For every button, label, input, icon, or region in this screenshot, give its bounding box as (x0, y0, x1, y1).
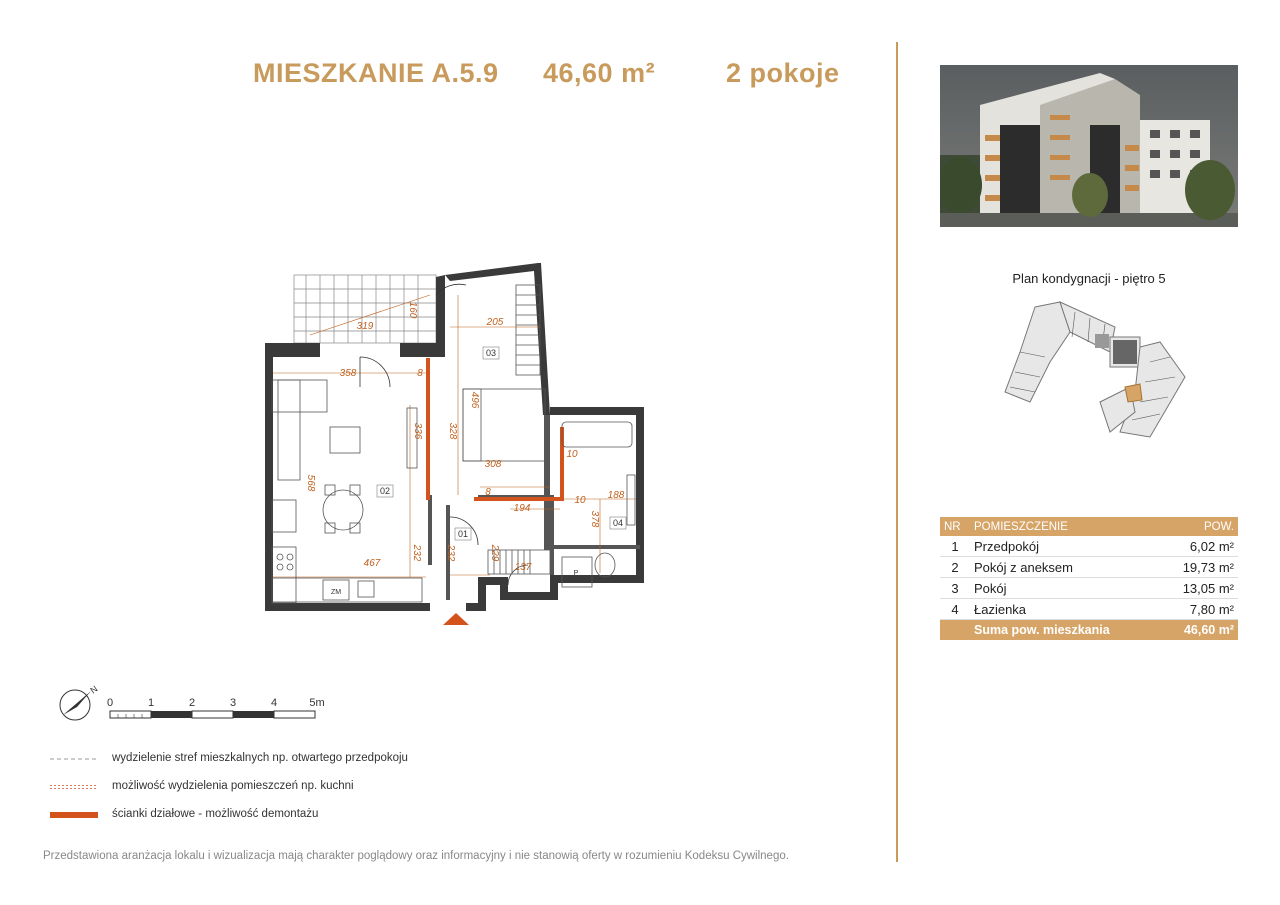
entrance-marker (443, 613, 469, 625)
table-sum-row (940, 620, 1238, 641)
dim-label: 496 (469, 391, 480, 409)
room-label: 02 (379, 486, 391, 496)
dim-label: 205 (486, 317, 504, 328)
dim-label: 188 (607, 490, 625, 501)
dim-label: 194 (513, 503, 531, 514)
page-header (0, 58, 900, 98)
scale-tick: 5m (309, 697, 325, 709)
legend-label: wydzielenie stref mieszkalnych np. otwartego przedpokoju (112, 752, 408, 764)
apartment-rooms: 2 pokoje (726, 58, 840, 88)
fridge-label: ZM (330, 589, 342, 596)
scale-tick: 3 (229, 697, 237, 709)
disclaimer: Przedstawiona aranżacja lokalu i wizualizacja mają charakter poglądowy oraz informacyjny i nie stanowią oferty w rozumieniu Kodeksu Cywilnego. (43, 850, 789, 862)
dim-label: 10 (574, 495, 586, 506)
legend-item-zones (50, 752, 550, 768)
apartment-title: MIESZKANIE A.5.9 (253, 58, 499, 88)
legend-label: ścianki działowe - możliwość demontażu (112, 808, 319, 820)
legend-item-walls (50, 808, 550, 824)
room-area: 19,73 m² (1160, 557, 1238, 578)
dim-label: 232 (445, 544, 456, 562)
north-compass-icon (60, 685, 99, 720)
col-area: POW. (1160, 517, 1238, 536)
room-label: 01 (457, 529, 469, 539)
dashed-line-icon (50, 756, 98, 762)
scale-tick: 0 (106, 697, 114, 709)
table-row (940, 599, 1238, 620)
room-label: 03 (485, 348, 497, 358)
building-visualization (940, 65, 1238, 227)
room-nr: 2 (940, 557, 970, 578)
dim-label: 336 (412, 422, 423, 440)
room-area: 6,02 m² (1160, 536, 1238, 557)
scale-bar (55, 685, 355, 725)
shaft-label: P (573, 570, 579, 577)
room-nr: 3 (940, 578, 970, 599)
table-row (940, 536, 1238, 557)
sum-label: Suma pow. mieszkania (970, 620, 1160, 641)
room-nr: 1 (940, 536, 970, 557)
scale-tick: 2 (188, 697, 196, 709)
dim-label: 319 (356, 321, 374, 332)
dim-label: 467 (363, 558, 381, 569)
scale-tick: 4 (270, 697, 278, 709)
dim-label: 232 (411, 544, 422, 562)
dim-label: 137 (514, 562, 532, 573)
dim-label: 328 (447, 422, 458, 440)
col-nr: NR (940, 517, 970, 536)
col-room: POMIESZCZENIE (970, 517, 1160, 536)
dim-label: 8 (417, 368, 423, 379)
floor-keyplan (1000, 292, 1190, 442)
room-name: Łazienka (970, 599, 1160, 620)
dim-label: 229 (489, 544, 500, 562)
scale-tick: 1 (147, 697, 155, 709)
dim-label: 8 (485, 487, 491, 498)
room-label: 04 (612, 518, 624, 528)
room-name: Pokój z aneksem (970, 557, 1160, 578)
dim-label: 568 (305, 474, 316, 492)
dim-label: 358 (339, 368, 357, 379)
solid-orange-line-icon (50, 812, 98, 818)
apartment-area: 46,60 m² (543, 58, 656, 88)
keyplan-title: Plan kondygnacji - piętro 5 (1012, 271, 1166, 286)
dim-label: 10 (566, 449, 578, 460)
room-area: 13,05 m² (1160, 578, 1238, 599)
dim-label: 160 (407, 301, 418, 319)
north-label: N (88, 685, 100, 696)
dim-label: 378 (589, 510, 600, 528)
table-row (940, 578, 1238, 599)
room-nr: 4 (940, 599, 970, 620)
rooms-table (940, 517, 1238, 640)
legend-label: możliwość wydzielenia pomieszczeń np. kuchni (112, 780, 354, 792)
table-row (940, 557, 1238, 578)
room-name: Pokój (970, 578, 1160, 599)
floor-plan (250, 255, 680, 635)
vertical-divider (896, 42, 898, 862)
room-area: 7,80 m² (1160, 599, 1238, 620)
room-name: Przedpokój (970, 536, 1160, 557)
sum-area: 46,60 m² (1160, 620, 1238, 641)
legend-item-kitchen (50, 780, 550, 796)
dotted-double-line-icon (50, 784, 98, 790)
dim-label: 308 (484, 459, 502, 470)
